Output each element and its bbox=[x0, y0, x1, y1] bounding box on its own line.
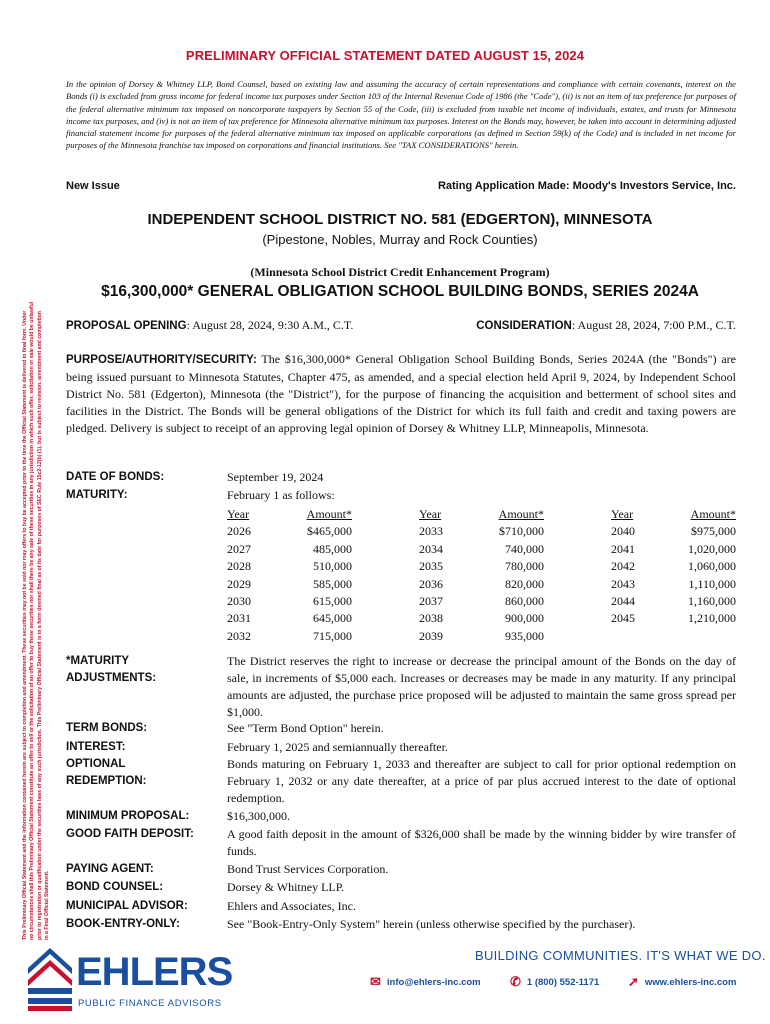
side-disclaimer-line: This Preliminary Official Statement and the information contained herein are subject to completion and amendment. These securities may not be sold nor may offers to buy be accepted prior to the time the Official Statement is delivered in final form. Under bbox=[22, 310, 28, 940]
logo-name: EHLERS bbox=[76, 950, 233, 994]
amount-header: Amount* bbox=[498, 507, 544, 521]
year-header: Year bbox=[611, 507, 634, 521]
maturity-year: 2044 bbox=[611, 594, 635, 608]
counties-subtitle: (Pipestone, Nobles, Murray and Rock Counties) bbox=[262, 232, 538, 247]
maturity-year: 2028 bbox=[227, 559, 251, 574]
maturity-year: 2032 bbox=[227, 628, 251, 643]
book-entry-value: See "Book-Entry-Only System" herein (unless otherwise specified by the purchaser). bbox=[227, 917, 636, 931]
maturity-year: 2039 bbox=[419, 628, 443, 643]
optional-redemption-value: Bonds maturing on February 1, 2033 and thereafter are subject to call for prior optional redemption on February 1, 2032 or any date thereafter, at a price of par plus accrued interest to the date of optional redemption. bbox=[227, 757, 736, 805]
maturity-year: 2043 bbox=[611, 576, 635, 591]
maturity-year: 2035 bbox=[419, 559, 443, 574]
maturity-year: 2038 bbox=[419, 611, 443, 626]
maturity-amount: 935,000 bbox=[505, 628, 544, 643]
side-disclaimer bbox=[22, 60, 52, 940]
purpose-text: The $16,300,000* General Obligation School Building Bonds, Series 2024A (the "Bonds") are being issued pursuant to Minnesota Statutes, Chapter 475, as amended, and a special election held April 9, 2024, by Independent School District No. 581 (Edgerton), Minnesota (the "District"), for the purpose of financing the acquisition and betterment of school sites and facilities in the District. The Bonds will be general obligations of the District for which its full faith and credit and taxing powers are pledged. Delivery is subject to receipt of an approving legal opinion of Dorsey & Whitney LLP, Minneapolis, Minnesota. bbox=[66, 352, 736, 435]
maturity-year: 2034 bbox=[419, 541, 443, 556]
municipal-advisor-value: Ehlers and Associates, Inc. bbox=[227, 899, 356, 913]
cursor-icon: ➚ bbox=[628, 974, 639, 989]
phone-contact[interactable] bbox=[510, 974, 599, 990]
maturity-amount: 1,020,000 bbox=[688, 541, 736, 556]
maturity-amount: 1,210,000 bbox=[688, 611, 736, 626]
maturity-amount: $975,000 bbox=[691, 524, 736, 539]
issue-line bbox=[66, 180, 736, 192]
maturity-amount: 740,000 bbox=[505, 541, 544, 556]
email-contact[interactable] bbox=[370, 974, 481, 990]
side-disclaimer-line: in a Final Official Statement. bbox=[44, 870, 51, 940]
maturity-year: 2031 bbox=[227, 611, 251, 626]
maturity-amount: 1,110,000 bbox=[688, 576, 736, 591]
interest-value: February 1, 2025 and semiannually thereafter. bbox=[227, 740, 448, 754]
envelope-icon: ✉ bbox=[370, 974, 381, 989]
maturity-amount: 510,000 bbox=[313, 559, 352, 574]
maturity-amount: 820,000 bbox=[505, 576, 544, 591]
proposal-opening-label: PROPOSAL OPENING bbox=[66, 320, 187, 332]
label-line: OPTIONAL bbox=[66, 758, 126, 770]
label-line: *MATURITY bbox=[66, 655, 130, 667]
maturity-year: 2036 bbox=[419, 576, 443, 591]
maturity-amount: $465,000 bbox=[307, 524, 352, 539]
web-contact[interactable] bbox=[628, 974, 736, 990]
maturity-label: MATURITY: bbox=[66, 489, 128, 501]
rating-label: Rating Application Made: Moody's Investors Service, Inc. bbox=[437, 180, 736, 192]
maturity-amount: 585,000 bbox=[313, 576, 352, 591]
purpose-label: PURPOSE/AUTHORITY/SECURITY: bbox=[66, 354, 257, 366]
bond-title: $16,300,000* GENERAL OBLIGATION SCHOOL BUILDING BONDS, SERIES 2024A bbox=[101, 283, 699, 300]
maturity-year: 2029 bbox=[227, 576, 251, 591]
label-line: ADJUSTMENTS: bbox=[66, 672, 157, 684]
maturity-amount: 715,000 bbox=[313, 628, 352, 643]
logo-subtitle: PUBLIC FINANCE ADVISORS bbox=[78, 998, 222, 1009]
date-of-bonds-value: September 19, 2024 bbox=[227, 470, 324, 484]
bond-counsel-value: Dorsey & Whitney LLP. bbox=[227, 880, 345, 894]
maturity-year: 2026 bbox=[227, 524, 251, 539]
term-bonds-label: TERM BONDS: bbox=[66, 722, 148, 734]
municipal-advisor-label: MUNICIPAL ADVISOR: bbox=[66, 900, 188, 912]
maturity-year: 2033 bbox=[419, 524, 443, 539]
side-disclaimer-line: no circumstances shall this Preliminary Official Statement constitute an offer to sell or the solicitation of an offer to buy these securities nor shall there be any sale of these securities in any jurisdiction in which such offer, solicitation or sale would be unlawful bbox=[29, 301, 36, 940]
paying-agent-value: Bond Trust Services Corporation. bbox=[227, 862, 389, 876]
maturity-amount: 645,000 bbox=[313, 611, 352, 626]
maturity-amount: $710,000 bbox=[499, 524, 544, 539]
purpose-paragraph bbox=[66, 351, 736, 437]
phone-icon: ✆ bbox=[510, 974, 521, 989]
maturity-value: February 1 as follows: bbox=[227, 488, 335, 502]
good-faith-deposit-label: GOOD FAITH DEPOSIT: bbox=[66, 828, 194, 840]
maturity-year: 2042 bbox=[611, 559, 635, 574]
maturity-amount: 1,160,000 bbox=[688, 594, 736, 608]
maturity-year: 2040 bbox=[611, 524, 635, 539]
maturity-year: 2037 bbox=[419, 594, 443, 608]
bond-counsel-label: BOND COUNSEL: bbox=[66, 881, 164, 893]
tax-opinion-paragraph: In the opinion of Dorsey & Whitney LLP, Bond Counsel, based on existing law and assuming the accuracy of certain representations and compliance with certain covenants, interest on the Bonds (i) is excluded from gross income for federal income tax purposes under Section 103 of the Internal Revenue Code of 1986 (the "Code"), (ii) is not an item of tax preference for purposes of the federal alternative minimum tax imposed on noncorporate taxpayers by Section 55 of the Code, (iii) is excluded from taxable net income of individuals, estates, and trusts for Minnesota income tax purposes, and (iv) is not an item of tax preference for Minnesota alternative minimum tax purposes. Interest on the Bonds may, however, be taken into account in determining adjusted financial statement income for purposes of the federal alternative minimum tax imposed on applicable corporations (as defined in Section 59(k) of the Code) and is included in net income for purposes of the Minnesota franchise tax imposed on corporations and financial institutions. See "TAX CONSIDERATIONS" herein. bbox=[66, 79, 736, 151]
side-disclaimer-line: prior to registration or qualification under the securities laws of any such jurisdiction. This Preliminary Official Statement is in a form deemed final as of its date for purposes of SEC Rule 15c2-12(b) (1), but is subject to revision, amendment and completion bbox=[36, 311, 43, 940]
district-title: INDEPENDENT SCHOOL DISTRICT NO. 581 (EDGERTON), MINNESOTA bbox=[147, 211, 653, 228]
maturity-amount: 1,060,000 bbox=[688, 559, 736, 574]
optional-redemption-label bbox=[66, 756, 226, 790]
web-text: www.ehlers-inc.com bbox=[644, 977, 737, 988]
maturity-amount: 485,000 bbox=[313, 541, 352, 556]
email-text: info@ehlers-inc.com bbox=[386, 977, 481, 988]
maturity-year: 2041 bbox=[611, 541, 635, 556]
preliminary-heading: PRELIMINARY OFFICIAL STATEMENT DATED AUGUST 15, 2024 bbox=[185, 48, 585, 63]
maturity-amount: 615,000 bbox=[313, 594, 352, 608]
paying-agent-label: PAYING AGENT: bbox=[66, 863, 154, 875]
maturity-amount: 780,000 bbox=[505, 559, 544, 574]
new-issue-label: New Issue bbox=[66, 180, 120, 192]
proposal-opening-value: : August 28, 2024, 9:30 A.M., C.T. bbox=[186, 318, 354, 332]
consideration-label: CONSIDERATION bbox=[476, 320, 572, 332]
maturity-amount: 860,000 bbox=[505, 594, 544, 608]
maturity-year: 2045 bbox=[611, 611, 635, 626]
book-entry-label: BOOK-ENTRY-ONLY: bbox=[66, 918, 180, 930]
minimum-proposal-label: MINIMUM PROPOSAL: bbox=[66, 810, 190, 822]
label-line: REDEMPTION: bbox=[66, 775, 147, 787]
year-header: Year bbox=[419, 507, 442, 521]
consideration-value: : August 28, 2024, 7:00 P.M., C.T. bbox=[571, 318, 736, 332]
ehlers-logo bbox=[22, 940, 237, 1018]
good-faith-deposit-value: A good faith deposit in the amount of $326,000 shall be made by the winning bidder by wire transfer of funds. bbox=[227, 827, 736, 858]
program-subtitle: (Minnesota School District Credit Enhancement Program) bbox=[250, 265, 550, 279]
phone-text: 1 (800) 552-1171 bbox=[526, 977, 600, 988]
maturity-year: 2030 bbox=[227, 594, 251, 608]
maturity-year: 2027 bbox=[227, 541, 251, 556]
interest-label: INTEREST: bbox=[66, 741, 126, 753]
term-bonds-value: See "Term Bond Option" herein. bbox=[227, 721, 384, 735]
maturity-adjustments-value: The District reserves the right to increase or decrease the principal amount of the Bonds on the day of sale, in increments of $5,000 each. Increases or decreases may be made in any maturity. If any principal amounts are adjusted, the purchase price proposed will be adjusted to maintain the same gross spread per $1,000. bbox=[227, 654, 736, 719]
opening-line bbox=[66, 318, 736, 333]
amount-header: Amount* bbox=[690, 507, 736, 521]
amount-header: Amount* bbox=[306, 507, 352, 521]
date-of-bonds-label: DATE OF BONDS: bbox=[66, 471, 165, 483]
maturity-adjustments-label bbox=[66, 653, 226, 687]
year-header: Year bbox=[227, 507, 250, 521]
tagline: BUILDING COMMUNITIES. IT'S WHAT WE DO. bbox=[475, 948, 766, 963]
ehlers-logo-mark-icon bbox=[22, 940, 78, 1012]
minimum-proposal-value: $16,300,000. bbox=[227, 809, 290, 823]
maturity-amount: 900,000 bbox=[505, 611, 544, 626]
